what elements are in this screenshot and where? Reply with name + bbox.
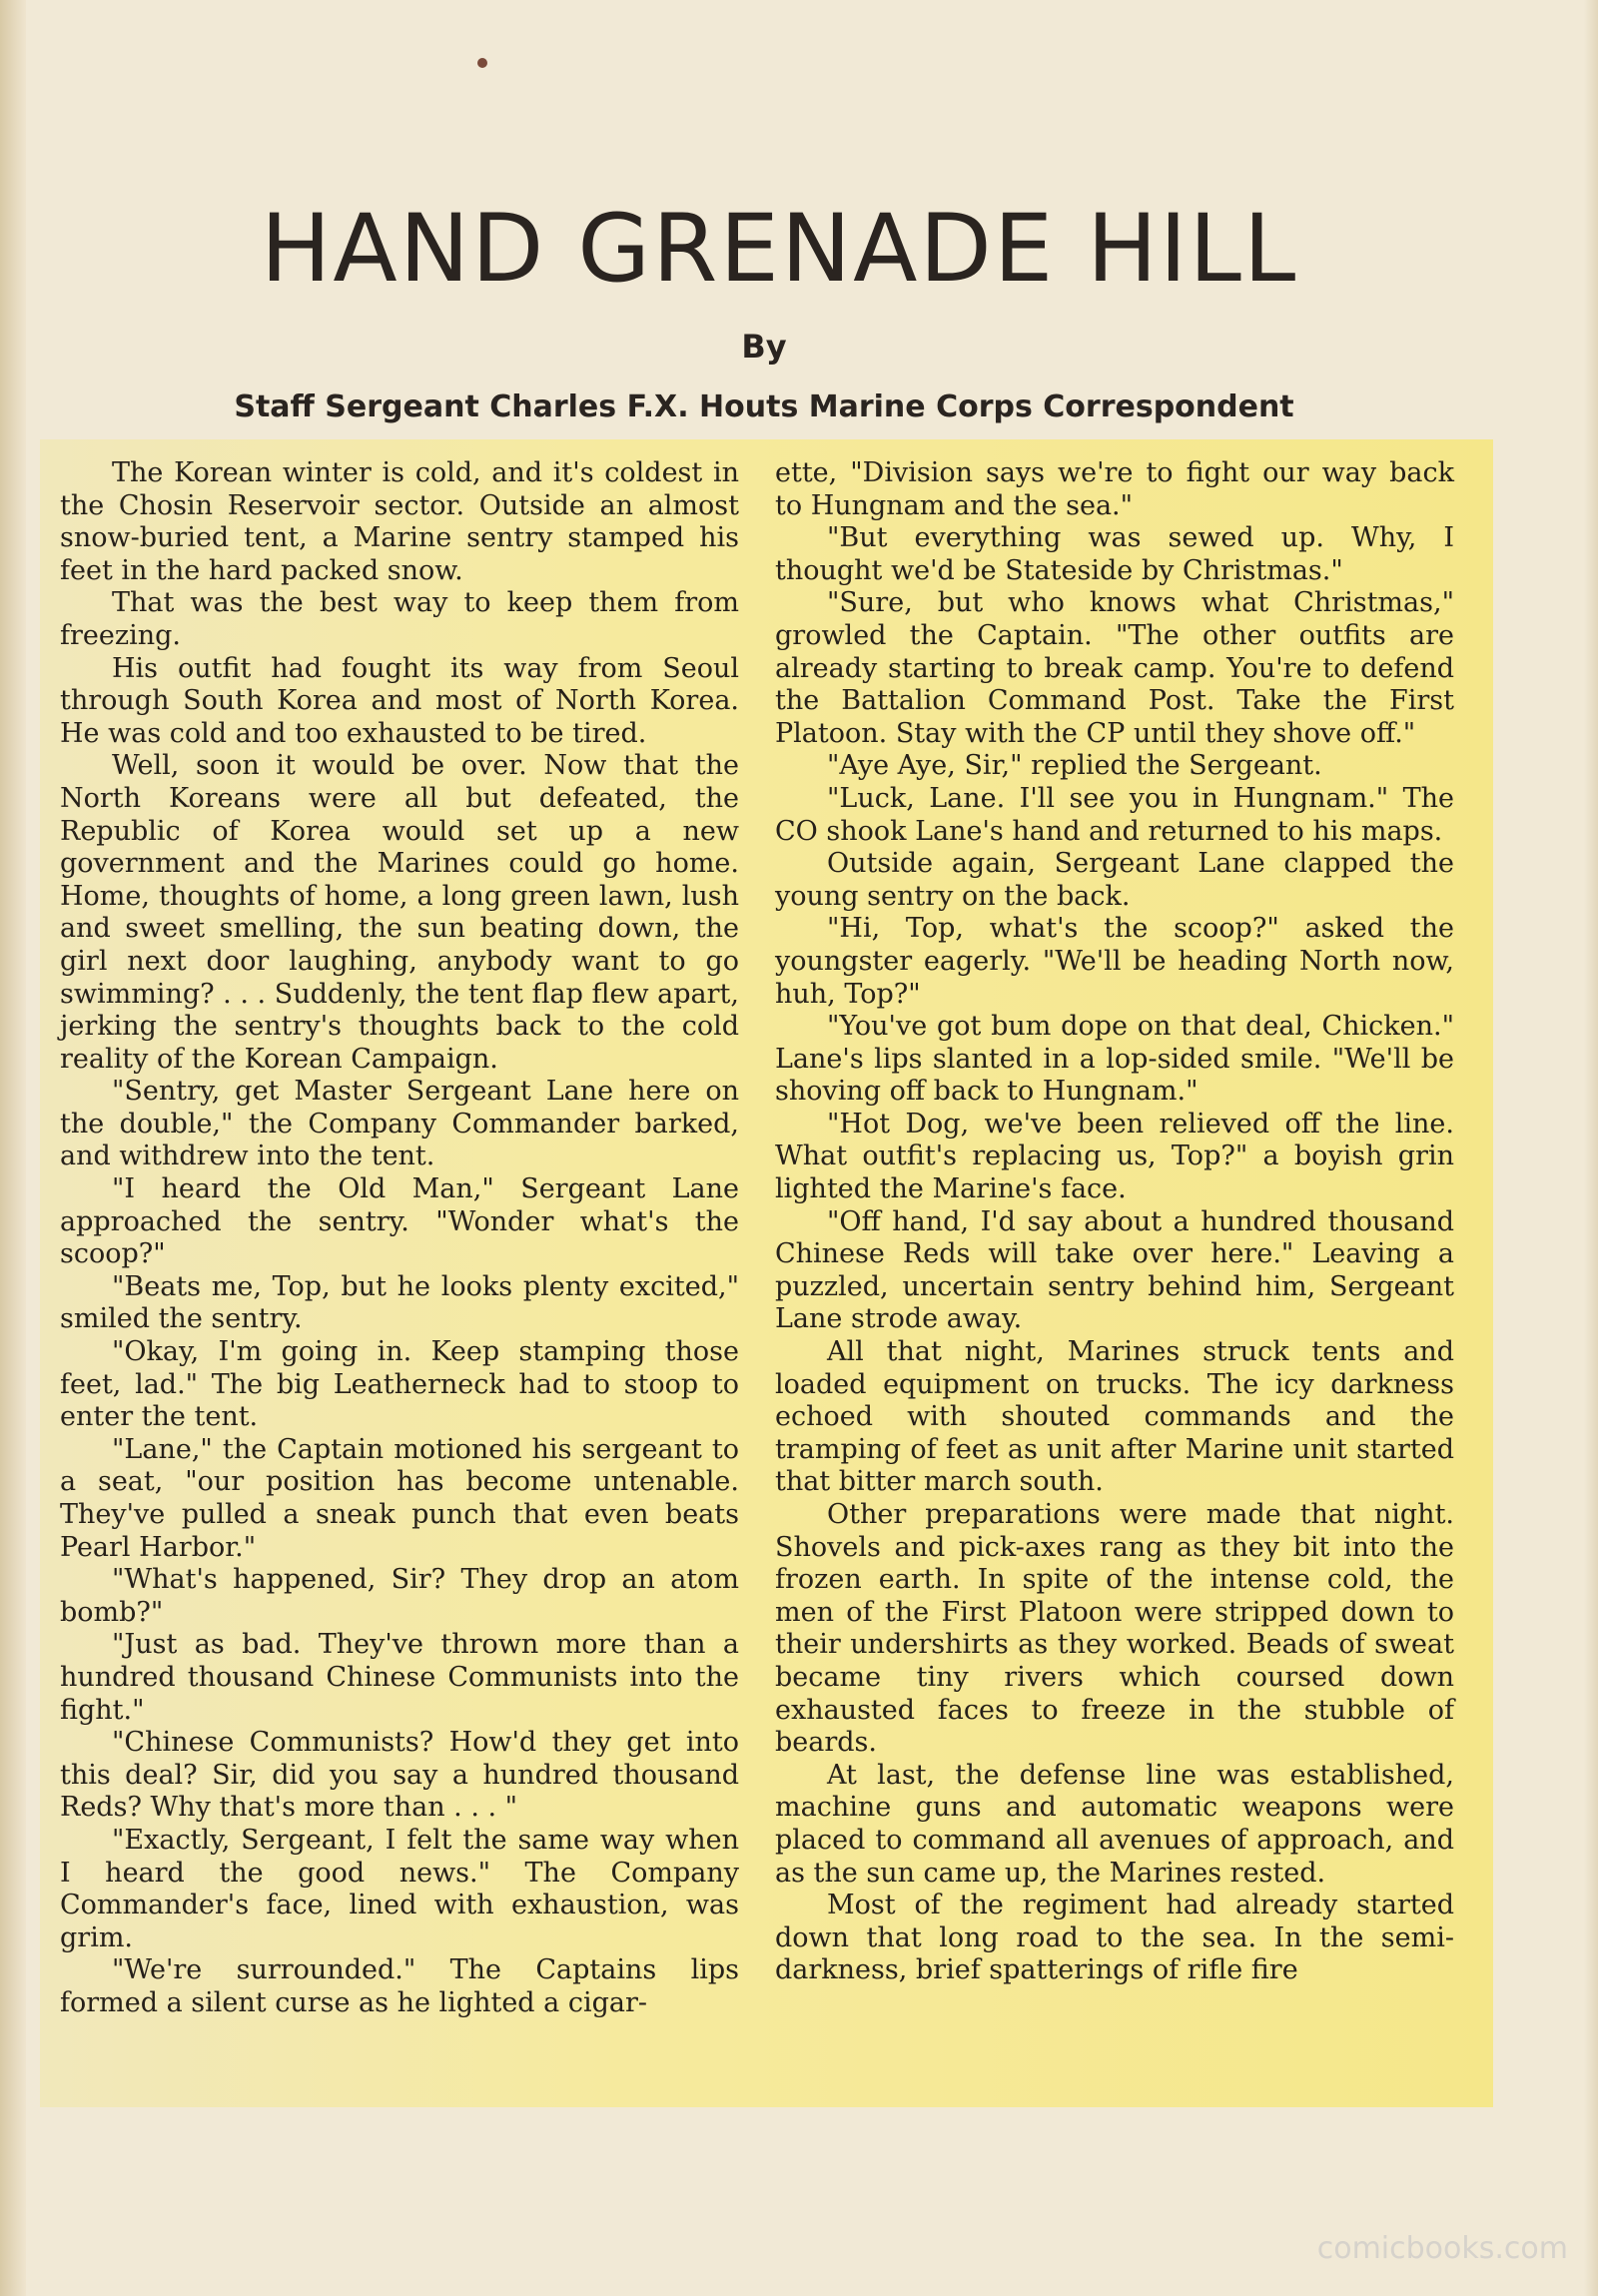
paragraph: His outfit had fought its way from Seoul through South Korea and most of North Korea. He was cold and too exhausted to be tired. [60,652,739,749]
paragraph-continuation: ette, "Division says we're to fight our way back to Hungnam and the sea." [775,457,1454,521]
paragraph: "We're surrounded." The Captains lips formed a silent curse as he lighted a cigar- [60,1954,739,2018]
byline-author: Staff Sergeant Charles F.X. Houts Marine Corps Correspondent [234,389,1294,424]
right-column [775,457,1454,1987]
paragraph: "Hot Dog, we've been relieved off the line. What outfit's replacing us, Top?" a boyish grin lighted the Marine's face. [775,1108,1454,1205]
byline-by: By [741,328,787,366]
paragraph: Outside again, Sergeant Lane clapped the young sentry on the back. [775,848,1454,912]
paragraph: "What's happened, Sir? They drop an atom bomb?" [60,1564,739,1628]
paragraph: "But everything was sewed up. Why, I thought we'd be Stateside by Christmas." [775,522,1454,586]
paragraph: Most of the regiment had already started down that long road to the sea. In the semi-darkness, brief spatterings of rifle fire [775,1890,1454,1986]
paragraph: "Hi, Top, what's the scoop?" asked the youngster eagerly. "We'll be heading North now, huh, Top?" [775,913,1454,1010]
paragraph: That was the best way to keep them from freezing. [60,587,739,651]
paragraph: Other preparations were made that night. Shovels and pick-axes rang as they bit into the frozen earth. In spite of the intense cold, the men of the First Platoon were stripped down to their undershirts as they worked. Beads of sweat became tiny rivers which coursed down exhausted faces to freeze in the stubble of beards. [775,1499,1454,1759]
paragraph: At last, the defense line was established, machine guns and automatic weapons were placed to command all avenues of approach, and as the sun came up, the Marines rested. [775,1759,1454,1889]
paragraph: "Sentry, get Master Sergeant Lane here on the double," the Company Commander barked, and withdrew into the tent. [60,1076,739,1172]
paragraph: The Korean winter is cold, and it's coldest in the Chosin Reservoir sector. Outside an almost snow-buried tent, a Marine sentry stamped his feet in the hard packed snow. [60,457,739,586]
paragraph: "Beats me, Top, but he looks plenty excited," smiled the sentry. [60,1270,739,1335]
paragraph: "Okay, I'm going in. Keep stamping those feet, lad." The big Leatherneck had to stoop to enter the tent. [60,1336,739,1433]
paragraph: "You've got bum dope on that deal, Chicken." Lane's lips slanted in a lop-sided smile. "We'll be shoving off back to Hungnam." [775,1011,1454,1108]
paragraph: Well, soon it would be over. Now that the North Koreans were all but defeated, the Republic of Korea would set up a new government and the Marines could go home. Home, thoughts of home, a long green lawn, lush and sweet smelling, the sun beating down, the girl next door laughing, anybody want to go swimming? . . . Suddenly, the tent flap flew apart, jerking the sentry's thoughts back to the cold reality of the Korean Campaign. [60,750,739,1075]
site-watermark: comicbooks.com [1316,2231,1568,2266]
paragraph: "Lane," the Captain motioned his sergeant to a seat, "our position has become untenable. They've pulled a sneak punch that even beats Pearl Harbor." [60,1433,739,1563]
paragraph: "Aye Aye, Sir," replied the Sergeant. [827,750,1322,782]
paragraph: "Luck, Lane. I'll see you in Hungnam." The CO shook Lane's hand and returned to his maps. [775,782,1454,847]
paragraph: "Just as bad. They've thrown more than a hundred thousand Chinese Communists into the fight." [60,1629,739,1726]
paragraph: "Off hand, I'd say about a hundred thousand Chinese Reds will take over here." Leaving a puzzled, uncertain sentry behind him, Sergeant Lane strode away. [775,1205,1454,1335]
paragraph: "Exactly, Sergeant, I felt the same way when I heard the good news." The Company Commander's face, lined with exhaustion, was grim. [60,1824,739,1953]
paragraph: "I heard the Old Man," Sergeant Lane approached the sentry. "Wonder what's the scoop?" [60,1173,739,1270]
paragraph: All that night, Marines struck tents and loaded equipment on trucks. The icy darkness echoed with shouted commands and the tramping of feet as unit after Marine unit started that bitter march south. [775,1336,1454,1498]
left-column [60,457,739,2020]
page-right-edge [1584,0,1598,2296]
ink-spot [477,58,487,68]
article-title: HAND GRENADE HILL [260,195,1298,304]
paragraph: "Chinese Communists? How'd they get into this deal? Sir, did you say a hundred thousand Reds? Why that's more than . . . " [60,1727,739,1824]
paragraph: "Sure, but who knows what Christmas," growled the Captain. "The other outfits are already starting to break camp. You're to defend the Battalion Command Post. Take the First Platoon. Stay with the CP until they shove off." [775,587,1454,749]
